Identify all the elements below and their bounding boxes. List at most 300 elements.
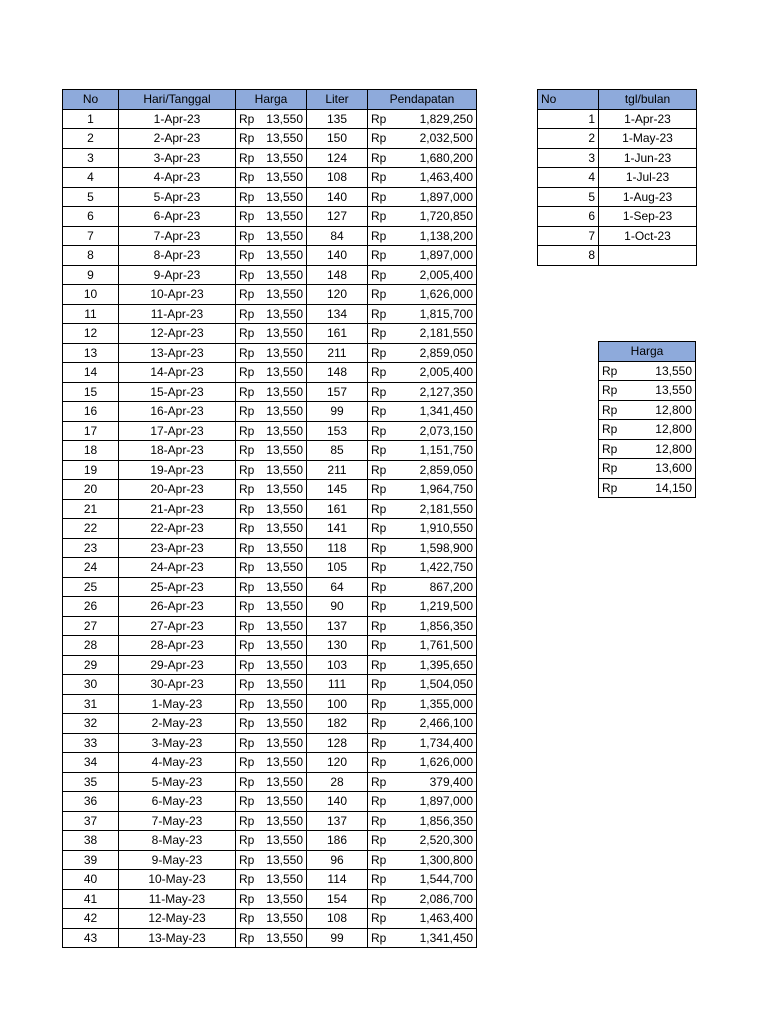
price-cell[interactable] <box>236 304 307 324</box>
liter-cell[interactable]: 211 <box>307 460 368 480</box>
income-cell[interactable] <box>368 285 477 305</box>
price-cell[interactable] <box>236 265 307 285</box>
amount-value: 13,550 <box>266 638 303 653</box>
income-cell[interactable] <box>368 480 477 500</box>
liter-cell[interactable]: 127 <box>307 207 368 227</box>
price-cell[interactable] <box>236 616 307 636</box>
no-cell[interactable]: 18 <box>63 441 119 461</box>
income-cell[interactable] <box>368 655 477 675</box>
price-cell[interactable] <box>236 460 307 480</box>
no-cell[interactable]: 32 <box>63 714 119 734</box>
currency-label: Rp <box>371 365 387 380</box>
liter-cell[interactable]: 120 <box>307 753 368 773</box>
income-cell[interactable] <box>368 441 477 461</box>
date-cell[interactable]: 29-Apr-23 <box>119 655 236 675</box>
no-cell[interactable]: 27 <box>63 616 119 636</box>
liter-cell[interactable]: 150 <box>307 129 368 149</box>
liter-cell[interactable]: 148 <box>307 265 368 285</box>
price-cell[interactable] <box>236 226 307 246</box>
date-cell[interactable]: 22-Apr-23 <box>119 519 236 539</box>
liter-cell[interactable]: 114 <box>307 870 368 890</box>
no-cell[interactable]: 5 <box>63 187 119 207</box>
liter-cell[interactable]: 153 <box>307 421 368 441</box>
date-cell[interactable]: 7-Apr-23 <box>119 226 236 246</box>
no-cell[interactable]: 43 <box>63 928 119 948</box>
amount-value: 13,550 <box>266 150 303 165</box>
income-cell[interactable] <box>368 616 477 636</box>
income-cell[interactable] <box>368 850 477 870</box>
no-cell[interactable]: 31 <box>63 694 119 714</box>
no-cell[interactable]: 10 <box>63 285 119 305</box>
price-cell[interactable] <box>236 772 307 792</box>
date-cell[interactable]: 17-Apr-23 <box>119 421 236 441</box>
table-row <box>63 285 477 305</box>
table-row <box>63 675 477 695</box>
amount-value: 1,680,200 <box>419 150 473 165</box>
liter-cell[interactable]: 99 <box>307 928 368 948</box>
month-date-cell[interactable]: 1-Jun-23 <box>599 148 697 168</box>
income-cell[interactable] <box>368 831 477 851</box>
liter-cell[interactable]: 157 <box>307 382 368 402</box>
header-price-list[interactable]: Harga <box>599 342 696 362</box>
date-cell[interactable]: 11-May-23 <box>119 889 236 909</box>
price-cell[interactable] <box>236 597 307 617</box>
currency-label: Rp <box>602 461 618 476</box>
price-cell[interactable] <box>236 850 307 870</box>
price-cell[interactable] <box>236 558 307 578</box>
no-cell[interactable]: 23 <box>63 538 119 558</box>
date-cell[interactable]: 2-May-23 <box>119 714 236 734</box>
no-cell[interactable]: 12 <box>63 324 119 344</box>
income-cell[interactable] <box>368 577 477 597</box>
no-cell[interactable]: 14 <box>63 363 119 383</box>
header-income[interactable]: Pendapatan <box>368 90 477 110</box>
income-cell[interactable] <box>368 694 477 714</box>
no-cell[interactable]: 40 <box>63 870 119 890</box>
amount-value: 2,181,550 <box>419 501 473 516</box>
income-cell[interactable] <box>368 207 477 227</box>
no-cell[interactable]: 4 <box>63 168 119 188</box>
price-list-cell[interactable] <box>599 459 696 479</box>
date-cell[interactable]: 8-May-23 <box>119 831 236 851</box>
liter-cell[interactable]: 182 <box>307 714 368 734</box>
income-cell[interactable] <box>368 402 477 422</box>
income-cell[interactable] <box>368 129 477 149</box>
liter-cell[interactable]: 161 <box>307 499 368 519</box>
date-cell[interactable]: 12-May-23 <box>119 909 236 929</box>
currency-label: Rp <box>239 638 255 653</box>
income-cell[interactable] <box>368 382 477 402</box>
liter-cell[interactable]: 85 <box>307 441 368 461</box>
no-cell[interactable]: 21 <box>63 499 119 519</box>
no-cell[interactable]: 11 <box>63 304 119 324</box>
date-cell[interactable]: 1-Apr-23 <box>119 109 236 129</box>
date-cell[interactable]: 6-May-23 <box>119 792 236 812</box>
price-cell[interactable] <box>236 519 307 539</box>
date-cell[interactable]: 12-Apr-23 <box>119 324 236 344</box>
price-cell[interactable] <box>236 285 307 305</box>
price-cell[interactable] <box>236 733 307 753</box>
price-cell[interactable] <box>236 246 307 266</box>
liter-cell[interactable]: 211 <box>307 343 368 363</box>
month-date-cell[interactable] <box>599 246 697 266</box>
month-no-cell[interactable]: 6 <box>538 207 599 227</box>
price-cell[interactable] <box>236 363 307 383</box>
no-cell[interactable]: 42 <box>63 909 119 929</box>
no-cell[interactable]: 36 <box>63 792 119 812</box>
header-price[interactable]: Harga <box>236 90 307 110</box>
liter-cell[interactable]: 148 <box>307 363 368 383</box>
price-cell[interactable] <box>236 129 307 149</box>
income-cell[interactable] <box>368 772 477 792</box>
currency-label: Rp <box>239 131 255 146</box>
price-cell[interactable] <box>236 499 307 519</box>
price-cell[interactable] <box>236 538 307 558</box>
liter-cell[interactable]: 120 <box>307 285 368 305</box>
date-cell[interactable]: 4-Apr-23 <box>119 168 236 188</box>
amount-value: 12,800 <box>655 402 692 417</box>
currency-label: Rp <box>239 482 255 497</box>
date-cell[interactable]: 5-May-23 <box>119 772 236 792</box>
currency-label: Rp <box>371 131 387 146</box>
liter-cell[interactable]: 100 <box>307 694 368 714</box>
date-cell[interactable]: 8-Apr-23 <box>119 246 236 266</box>
no-cell[interactable]: 9 <box>63 265 119 285</box>
amount-value: 13,550 <box>266 521 303 536</box>
income-cell[interactable] <box>368 421 477 441</box>
currency-label: Rp <box>371 833 387 848</box>
price-list-cell[interactable] <box>599 439 696 459</box>
income-cell[interactable] <box>368 460 477 480</box>
liter-cell[interactable]: 135 <box>307 109 368 129</box>
no-cell[interactable]: 30 <box>63 675 119 695</box>
header-liter[interactable]: Liter <box>307 90 368 110</box>
no-cell[interactable]: 33 <box>63 733 119 753</box>
amount-value: 2,127,350 <box>419 384 473 399</box>
table-row <box>63 187 477 207</box>
date-cell[interactable]: 5-Apr-23 <box>119 187 236 207</box>
header-month-no[interactable]: No <box>538 90 599 110</box>
price-cell[interactable] <box>236 168 307 188</box>
amount-value: 13,550 <box>266 384 303 399</box>
liter-cell[interactable]: 103 <box>307 655 368 675</box>
date-cell[interactable]: 10-May-23 <box>119 870 236 890</box>
no-cell[interactable]: 28 <box>63 636 119 656</box>
no-cell[interactable]: 6 <box>63 207 119 227</box>
income-cell[interactable] <box>368 753 477 773</box>
income-cell[interactable] <box>368 811 477 831</box>
no-cell[interactable]: 41 <box>63 889 119 909</box>
income-cell[interactable] <box>368 187 477 207</box>
income-cell[interactable] <box>368 265 477 285</box>
liter-cell[interactable]: 137 <box>307 616 368 636</box>
date-cell[interactable]: 21-Apr-23 <box>119 499 236 519</box>
income-cell[interactable] <box>368 226 477 246</box>
currency-label: Rp <box>371 521 387 536</box>
month-date-cell[interactable]: 1-Aug-23 <box>599 187 697 207</box>
price-cell[interactable] <box>236 324 307 344</box>
income-cell[interactable] <box>368 538 477 558</box>
no-cell[interactable]: 35 <box>63 772 119 792</box>
price-cell[interactable] <box>236 870 307 890</box>
currency-label: Rp <box>371 852 387 867</box>
date-cell[interactable]: 3-May-23 <box>119 733 236 753</box>
income-cell[interactable] <box>368 148 477 168</box>
price-cell[interactable] <box>236 753 307 773</box>
month-no-cell[interactable]: 5 <box>538 187 599 207</box>
liter-cell[interactable]: 154 <box>307 889 368 909</box>
date-cell[interactable]: 11-Apr-23 <box>119 304 236 324</box>
table-row <box>63 792 477 812</box>
no-cell[interactable]: 38 <box>63 831 119 851</box>
price-cell[interactable] <box>236 714 307 734</box>
date-cell[interactable]: 28-Apr-23 <box>119 636 236 656</box>
no-cell[interactable]: 19 <box>63 460 119 480</box>
income-cell[interactable] <box>368 363 477 383</box>
currency-label: Rp <box>371 696 387 711</box>
liter-cell[interactable]: 105 <box>307 558 368 578</box>
price-cell[interactable] <box>236 187 307 207</box>
price-table-header <box>599 342 696 362</box>
income-cell[interactable] <box>368 499 477 519</box>
currency-label: Rp <box>239 833 255 848</box>
date-cell[interactable]: 25-Apr-23 <box>119 577 236 597</box>
table-row <box>63 811 477 831</box>
amount-value: 13,550 <box>266 326 303 341</box>
price-list-cell[interactable] <box>599 361 696 381</box>
price-cell[interactable] <box>236 655 307 675</box>
liter-cell[interactable]: 134 <box>307 304 368 324</box>
liter-cell[interactable]: 145 <box>307 480 368 500</box>
income-cell[interactable] <box>368 246 477 266</box>
no-cell[interactable]: 7 <box>63 226 119 246</box>
price-cell[interactable] <box>236 792 307 812</box>
income-cell[interactable] <box>368 928 477 948</box>
header-no[interactable]: No <box>63 90 119 110</box>
amount-value: 1,544,700 <box>419 872 473 887</box>
no-cell[interactable]: 37 <box>63 811 119 831</box>
no-cell[interactable]: 2 <box>63 129 119 149</box>
date-cell[interactable]: 14-Apr-23 <box>119 363 236 383</box>
date-cell[interactable]: 6-Apr-23 <box>119 207 236 227</box>
table-row <box>63 636 477 656</box>
liter-cell[interactable]: 111 <box>307 675 368 695</box>
liter-cell[interactable]: 130 <box>307 636 368 656</box>
date-cell[interactable]: 23-Apr-23 <box>119 538 236 558</box>
no-cell[interactable]: 34 <box>63 753 119 773</box>
income-cell[interactable] <box>368 733 477 753</box>
date-cell[interactable]: 20-Apr-23 <box>119 480 236 500</box>
date-cell[interactable]: 19-Apr-23 <box>119 460 236 480</box>
month-date-cell[interactable]: 1-Oct-23 <box>599 226 697 246</box>
liter-cell[interactable]: 84 <box>307 226 368 246</box>
amount-value: 1,829,250 <box>419 111 473 126</box>
month-no-cell[interactable]: 7 <box>538 226 599 246</box>
month-no-cell[interactable]: 3 <box>538 148 599 168</box>
liter-cell[interactable]: 118 <box>307 538 368 558</box>
table-row <box>63 499 477 519</box>
currency-label: Rp <box>239 404 255 419</box>
month-date-cell[interactable]: 1-Apr-23 <box>599 109 697 129</box>
table-row <box>63 402 477 422</box>
liter-cell[interactable]: 90 <box>307 597 368 617</box>
table-row <box>63 870 477 890</box>
income-cell[interactable] <box>368 343 477 363</box>
amount-value: 2,181,550 <box>419 326 473 341</box>
currency-label: Rp <box>371 384 387 399</box>
no-cell[interactable]: 13 <box>63 343 119 363</box>
date-cell[interactable]: 27-Apr-23 <box>119 616 236 636</box>
month-no-cell[interactable]: 8 <box>538 246 599 266</box>
date-cell[interactable]: 26-Apr-23 <box>119 597 236 617</box>
no-cell[interactable]: 20 <box>63 480 119 500</box>
amount-value: 12,800 <box>655 441 692 456</box>
no-cell[interactable]: 17 <box>63 421 119 441</box>
no-cell[interactable]: 39 <box>63 850 119 870</box>
price-cell[interactable] <box>236 636 307 656</box>
currency-label: Rp <box>239 384 255 399</box>
price-cell[interactable] <box>236 402 307 422</box>
income-cell[interactable] <box>368 304 477 324</box>
income-cell[interactable] <box>368 324 477 344</box>
no-cell[interactable]: 22 <box>63 519 119 539</box>
date-cell[interactable]: 1-May-23 <box>119 694 236 714</box>
price-cell[interactable] <box>236 480 307 500</box>
month-date-cell[interactable]: 1-Sep-23 <box>599 207 697 227</box>
date-cell[interactable]: 30-Apr-23 <box>119 675 236 695</box>
currency-label: Rp <box>371 794 387 809</box>
income-cell[interactable] <box>368 519 477 539</box>
currency-label: Rp <box>371 267 387 282</box>
date-cell[interactable]: 4-May-23 <box>119 753 236 773</box>
table-row <box>63 441 477 461</box>
price-list-cell[interactable] <box>599 420 696 440</box>
price-cell[interactable] <box>236 382 307 402</box>
no-cell[interactable]: 16 <box>63 402 119 422</box>
no-cell[interactable]: 25 <box>63 577 119 597</box>
income-cell[interactable] <box>368 109 477 129</box>
no-cell[interactable]: 1 <box>63 109 119 129</box>
income-cell[interactable] <box>368 675 477 695</box>
income-cell[interactable] <box>368 792 477 812</box>
liter-cell[interactable]: 140 <box>307 792 368 812</box>
liter-cell[interactable]: 108 <box>307 168 368 188</box>
liter-cell[interactable]: 28 <box>307 772 368 792</box>
price-cell[interactable] <box>236 148 307 168</box>
month-no-cell[interactable]: 4 <box>538 168 599 188</box>
price-cell[interactable] <box>236 577 307 597</box>
income-cell[interactable] <box>368 636 477 656</box>
price-cell[interactable] <box>236 421 307 441</box>
date-cell[interactable]: 9-Apr-23 <box>119 265 236 285</box>
liter-cell[interactable]: 128 <box>307 733 368 753</box>
no-cell[interactable]: 3 <box>63 148 119 168</box>
month-date-cell[interactable]: 1-May-23 <box>599 129 697 149</box>
header-month-date[interactable]: tgl/bulan <box>599 90 697 110</box>
price-cell[interactable] <box>236 675 307 695</box>
price-cell[interactable] <box>236 343 307 363</box>
no-cell[interactable]: 24 <box>63 558 119 578</box>
income-cell[interactable] <box>368 558 477 578</box>
no-cell[interactable]: 15 <box>63 382 119 402</box>
price-cell[interactable] <box>236 811 307 831</box>
liter-cell[interactable]: 64 <box>307 577 368 597</box>
liter-cell[interactable]: 141 <box>307 519 368 539</box>
amount-value: 1,422,750 <box>419 560 473 575</box>
income-table <box>62 89 477 948</box>
liter-cell[interactable]: 99 <box>307 402 368 422</box>
price-list-cell[interactable] <box>599 478 696 498</box>
date-cell[interactable]: 18-Apr-23 <box>119 441 236 461</box>
month-date-cell[interactable]: 1-Jul-23 <box>599 168 697 188</box>
price-cell[interactable] <box>236 831 307 851</box>
date-cell[interactable]: 16-Apr-23 <box>119 402 236 422</box>
liter-cell[interactable]: 124 <box>307 148 368 168</box>
currency-label: Rp <box>239 930 255 945</box>
table-row <box>63 850 477 870</box>
liter-cell[interactable]: 108 <box>307 909 368 929</box>
income-cell[interactable] <box>368 597 477 617</box>
table-row <box>599 420 696 440</box>
header-date[interactable]: Hari/Tanggal <box>119 90 236 110</box>
income-cell[interactable] <box>368 909 477 929</box>
liter-cell[interactable]: 137 <box>307 811 368 831</box>
currency-label: Rp <box>239 599 255 614</box>
currency-label: Rp <box>371 657 387 672</box>
income-cell[interactable] <box>368 870 477 890</box>
date-cell[interactable]: 9-May-23 <box>119 850 236 870</box>
income-cell[interactable] <box>368 714 477 734</box>
income-cell[interactable] <box>368 168 477 188</box>
date-cell[interactable]: 13-Apr-23 <box>119 343 236 363</box>
price-list-cell[interactable] <box>599 381 696 401</box>
no-cell[interactable]: 29 <box>63 655 119 675</box>
amount-value: 2,073,150 <box>419 423 473 438</box>
no-cell[interactable]: 26 <box>63 597 119 617</box>
month-no-cell[interactable]: 2 <box>538 129 599 149</box>
amount-value: 13,550 <box>266 657 303 672</box>
liter-cell[interactable]: 140 <box>307 246 368 266</box>
date-cell[interactable]: 24-Apr-23 <box>119 558 236 578</box>
date-cell[interactable]: 2-Apr-23 <box>119 129 236 149</box>
amount-value: 2,859,050 <box>419 462 473 477</box>
liter-cell[interactable]: 186 <box>307 831 368 851</box>
price-cell[interactable] <box>236 441 307 461</box>
date-cell[interactable]: 13-May-23 <box>119 928 236 948</box>
liter-cell[interactable]: 140 <box>307 187 368 207</box>
liter-cell[interactable]: 161 <box>307 324 368 344</box>
currency-label: Rp <box>602 441 618 456</box>
price-list-cell[interactable] <box>599 400 696 420</box>
date-cell[interactable]: 3-Apr-23 <box>119 148 236 168</box>
price-cell[interactable] <box>236 928 307 948</box>
month-no-cell[interactable]: 1 <box>538 109 599 129</box>
price-cell[interactable] <box>236 694 307 714</box>
date-cell[interactable]: 15-Apr-23 <box>119 382 236 402</box>
income-cell[interactable] <box>368 889 477 909</box>
currency-label: Rp <box>239 170 255 185</box>
table-row <box>63 772 477 792</box>
date-cell[interactable]: 10-Apr-23 <box>119 285 236 305</box>
no-cell[interactable]: 8 <box>63 246 119 266</box>
currency-label: Rp <box>371 540 387 555</box>
price-cell[interactable] <box>236 109 307 129</box>
liter-cell[interactable]: 96 <box>307 850 368 870</box>
date-cell[interactable]: 7-May-23 <box>119 811 236 831</box>
price-cell[interactable] <box>236 889 307 909</box>
price-cell[interactable] <box>236 909 307 929</box>
price-cell[interactable] <box>236 207 307 227</box>
